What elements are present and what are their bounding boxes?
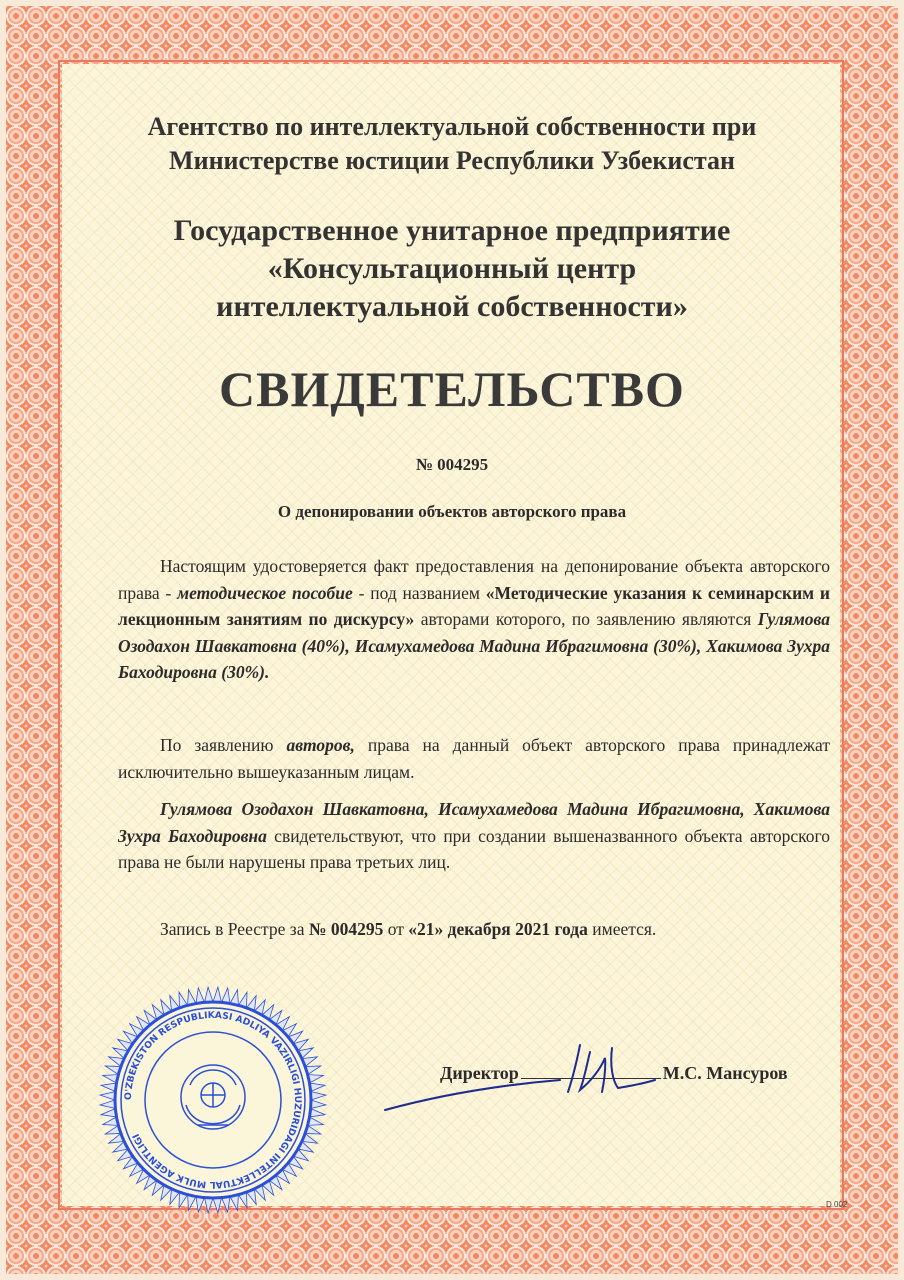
- p3-authors: Гулямова Озодахон Шавкатовна, Исамухамедова Мадина Ибрагимовна, Хакимова Зухра Баходировна: [118, 799, 830, 846]
- registry-number: № 004295: [308, 919, 384, 939]
- p1-text-b: - под названием: [352, 582, 486, 603]
- enterprise-line-1: Государственное унитарное предприятие: [173, 214, 731, 247]
- agency-header: [70, 110, 834, 178]
- work-title: «Методические указания к семинарским и лекционным занятиям по дискурсу»: [118, 582, 830, 629]
- p1-text-c: авторами которого, по заявлению являются: [414, 609, 758, 629]
- paragraph-4: [118, 916, 830, 943]
- paragraph-3: [118, 796, 830, 876]
- official-seal: [98, 985, 328, 1215]
- certificate-number: № 004295: [415, 455, 489, 474]
- agency-line-1: Агентство по интеллектуальной собственности при: [147, 112, 757, 141]
- p4-text-c: имеется.: [587, 919, 657, 939]
- enterprise-line-3: интеллектуальной собственности»: [216, 290, 688, 323]
- p3-text-b: свидетельствуют, что при создании вышеназванного объекта авторского права не были нарушены права третьих лиц.: [118, 825, 830, 872]
- enterprise-line-2: «Консультационный центр: [267, 252, 637, 285]
- work-type: методическое пособие: [177, 582, 353, 603]
- p1-text-a: Настоящим удостоверяется факт предоставления на депонирование объекта авторского права -: [118, 556, 830, 603]
- director-name: М.С. Мансуров: [662, 1063, 788, 1083]
- paragraph-2: [118, 732, 830, 785]
- form-code: D 002: [826, 1200, 848, 1209]
- p2-authors: авторов,: [286, 735, 355, 755]
- agency-line-2: Министерстве юстиции Республики Узбекистан: [169, 146, 735, 175]
- certificate-title: СВИДЕТЕЛЬСТВО: [219, 361, 685, 417]
- enterprise-header: [70, 212, 834, 326]
- p4-text-b: от: [383, 919, 409, 939]
- p2-text-b: права на данный объект авторского права принадлежат исключительно вышеуказанным лицам.: [118, 735, 830, 782]
- director-label: Директор: [440, 1063, 519, 1083]
- authors-list: Гулямова Озодахон Шавкатовна (40%), Исамухамедова Мадина Ибрагимовна (30%), Хакимова Зухра Баходировна (30%).: [118, 609, 831, 682]
- handwritten-signature: [380, 1040, 680, 1120]
- seal-text-path: O'ZBEKISTON RESPUBLIKASI ADLIYA VAZIRLIGI HUZURIDAGI INTELLEKTUAL MULK AGENTLIGI: [122, 1009, 304, 1191]
- paragraph-1: [118, 553, 830, 686]
- registry-date: «21» декабря 2021 года: [408, 919, 588, 939]
- p2-text-a: По заявлению: [160, 735, 287, 755]
- p4-text-a: Запись в Реестре за: [160, 919, 309, 939]
- certificate-subject: О депонировании объектов авторского права: [277, 502, 627, 521]
